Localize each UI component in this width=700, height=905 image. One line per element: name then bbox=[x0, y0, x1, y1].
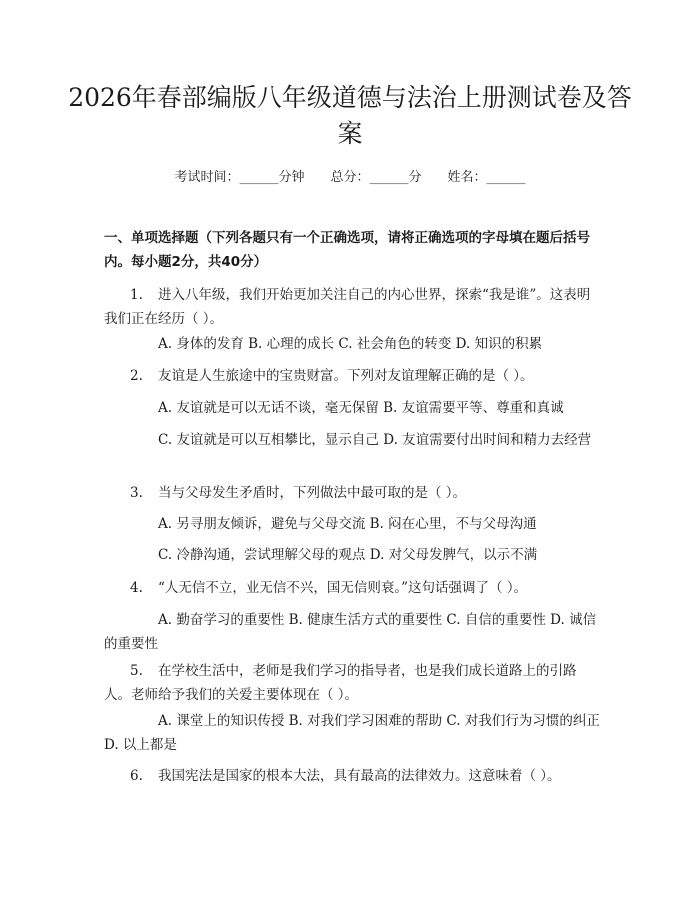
score-blank: ______ bbox=[369, 170, 409, 185]
question-4-options: A. 勤奋学习的重要性 B. 健康生活方式的重要性 C. 自信的重要性 D. 诚信的重要性 bbox=[104, 612, 597, 652]
question-3-options-ab: A. 另寻朋友倾诉，避免与父母交流 B. 闷在心里，不与父母沟通 bbox=[158, 516, 537, 532]
page-title: 2026年春部编版八年级道德与法治上册测试卷及答案 bbox=[68, 83, 632, 148]
question-6 bbox=[104, 764, 600, 788]
question-3-options-cd: C. 冷静沟通，尝试理解父母的观点 D. 对父母发脾气，以示不满 bbox=[158, 547, 538, 563]
question-2-options-cd: C. 友谊就是可以互相攀比，显示自己 D. 友谊需要付出时间和精力去经营 bbox=[158, 432, 592, 448]
question-number: 3. bbox=[130, 485, 143, 501]
question-number: 4. bbox=[130, 580, 143, 596]
question-number: 5. bbox=[130, 663, 143, 679]
time-blank: ______ bbox=[239, 170, 279, 185]
question-5 bbox=[104, 659, 600, 707]
question-number: 1. bbox=[130, 287, 143, 303]
question-text: 当与父母发生矛盾时，下列做法中最可取的是（ ）。 bbox=[158, 485, 467, 501]
question-1-options: A. 身体的发育 B. 心理的成长 C. 社会角色的转变 D. 知识的积累 bbox=[158, 336, 543, 352]
question-text: 我国宪法是国家的根本大法，具有最高的法律效力。这意味着（ ）。 bbox=[158, 768, 561, 784]
question-text: 进入八年级，我们开始更加关注自己的内心世界，探索“我是谁”。这表明我们正在经历（ ）。 bbox=[104, 287, 591, 327]
time-unit: 分钟 bbox=[278, 170, 305, 185]
time-label: 考试时间： bbox=[174, 170, 240, 185]
question-1 bbox=[104, 283, 600, 331]
question-number: 2. bbox=[130, 368, 143, 384]
score-label: 总分： bbox=[330, 170, 370, 185]
exam-info-line bbox=[0, 168, 700, 188]
question-text: 在学校生活中，老师是我们学习的指导者，也是我们成长道路上的引路人。老师给予我们的关爱主要体现在（ ）。 bbox=[104, 663, 577, 703]
question-text: 友谊是人生旅途中的宝贵财富。下列对友谊理解正确的是（ ）。 bbox=[158, 368, 534, 384]
question-2-options-ab: A. 友谊就是可以无话不谈，毫无保留 B. 友谊需要平等、尊重和真诚 bbox=[158, 400, 564, 416]
question-text: “人无信不立，业无信不兴，国无信则衰。”这句话强调了（ ）。 bbox=[158, 580, 528, 596]
name-label: 姓名： bbox=[447, 170, 487, 185]
question-number: 6. bbox=[130, 768, 143, 784]
question-4 bbox=[104, 576, 600, 600]
question-2 bbox=[104, 364, 600, 388]
question-5-options: A. 课堂上的知识传授 B. 对我们学习困难的帮助 C. 对我们行为习惯的纠正 D. 以上都是 bbox=[104, 713, 600, 753]
section-heading: 一、单项选择题（下列各题只有一个正确选项，请将正确选项的字母填在题后括号内。每小题2分，共40分） bbox=[104, 230, 590, 270]
name-blank: ______ bbox=[486, 170, 526, 185]
question-3 bbox=[104, 481, 600, 505]
score-unit: 分 bbox=[408, 170, 422, 185]
